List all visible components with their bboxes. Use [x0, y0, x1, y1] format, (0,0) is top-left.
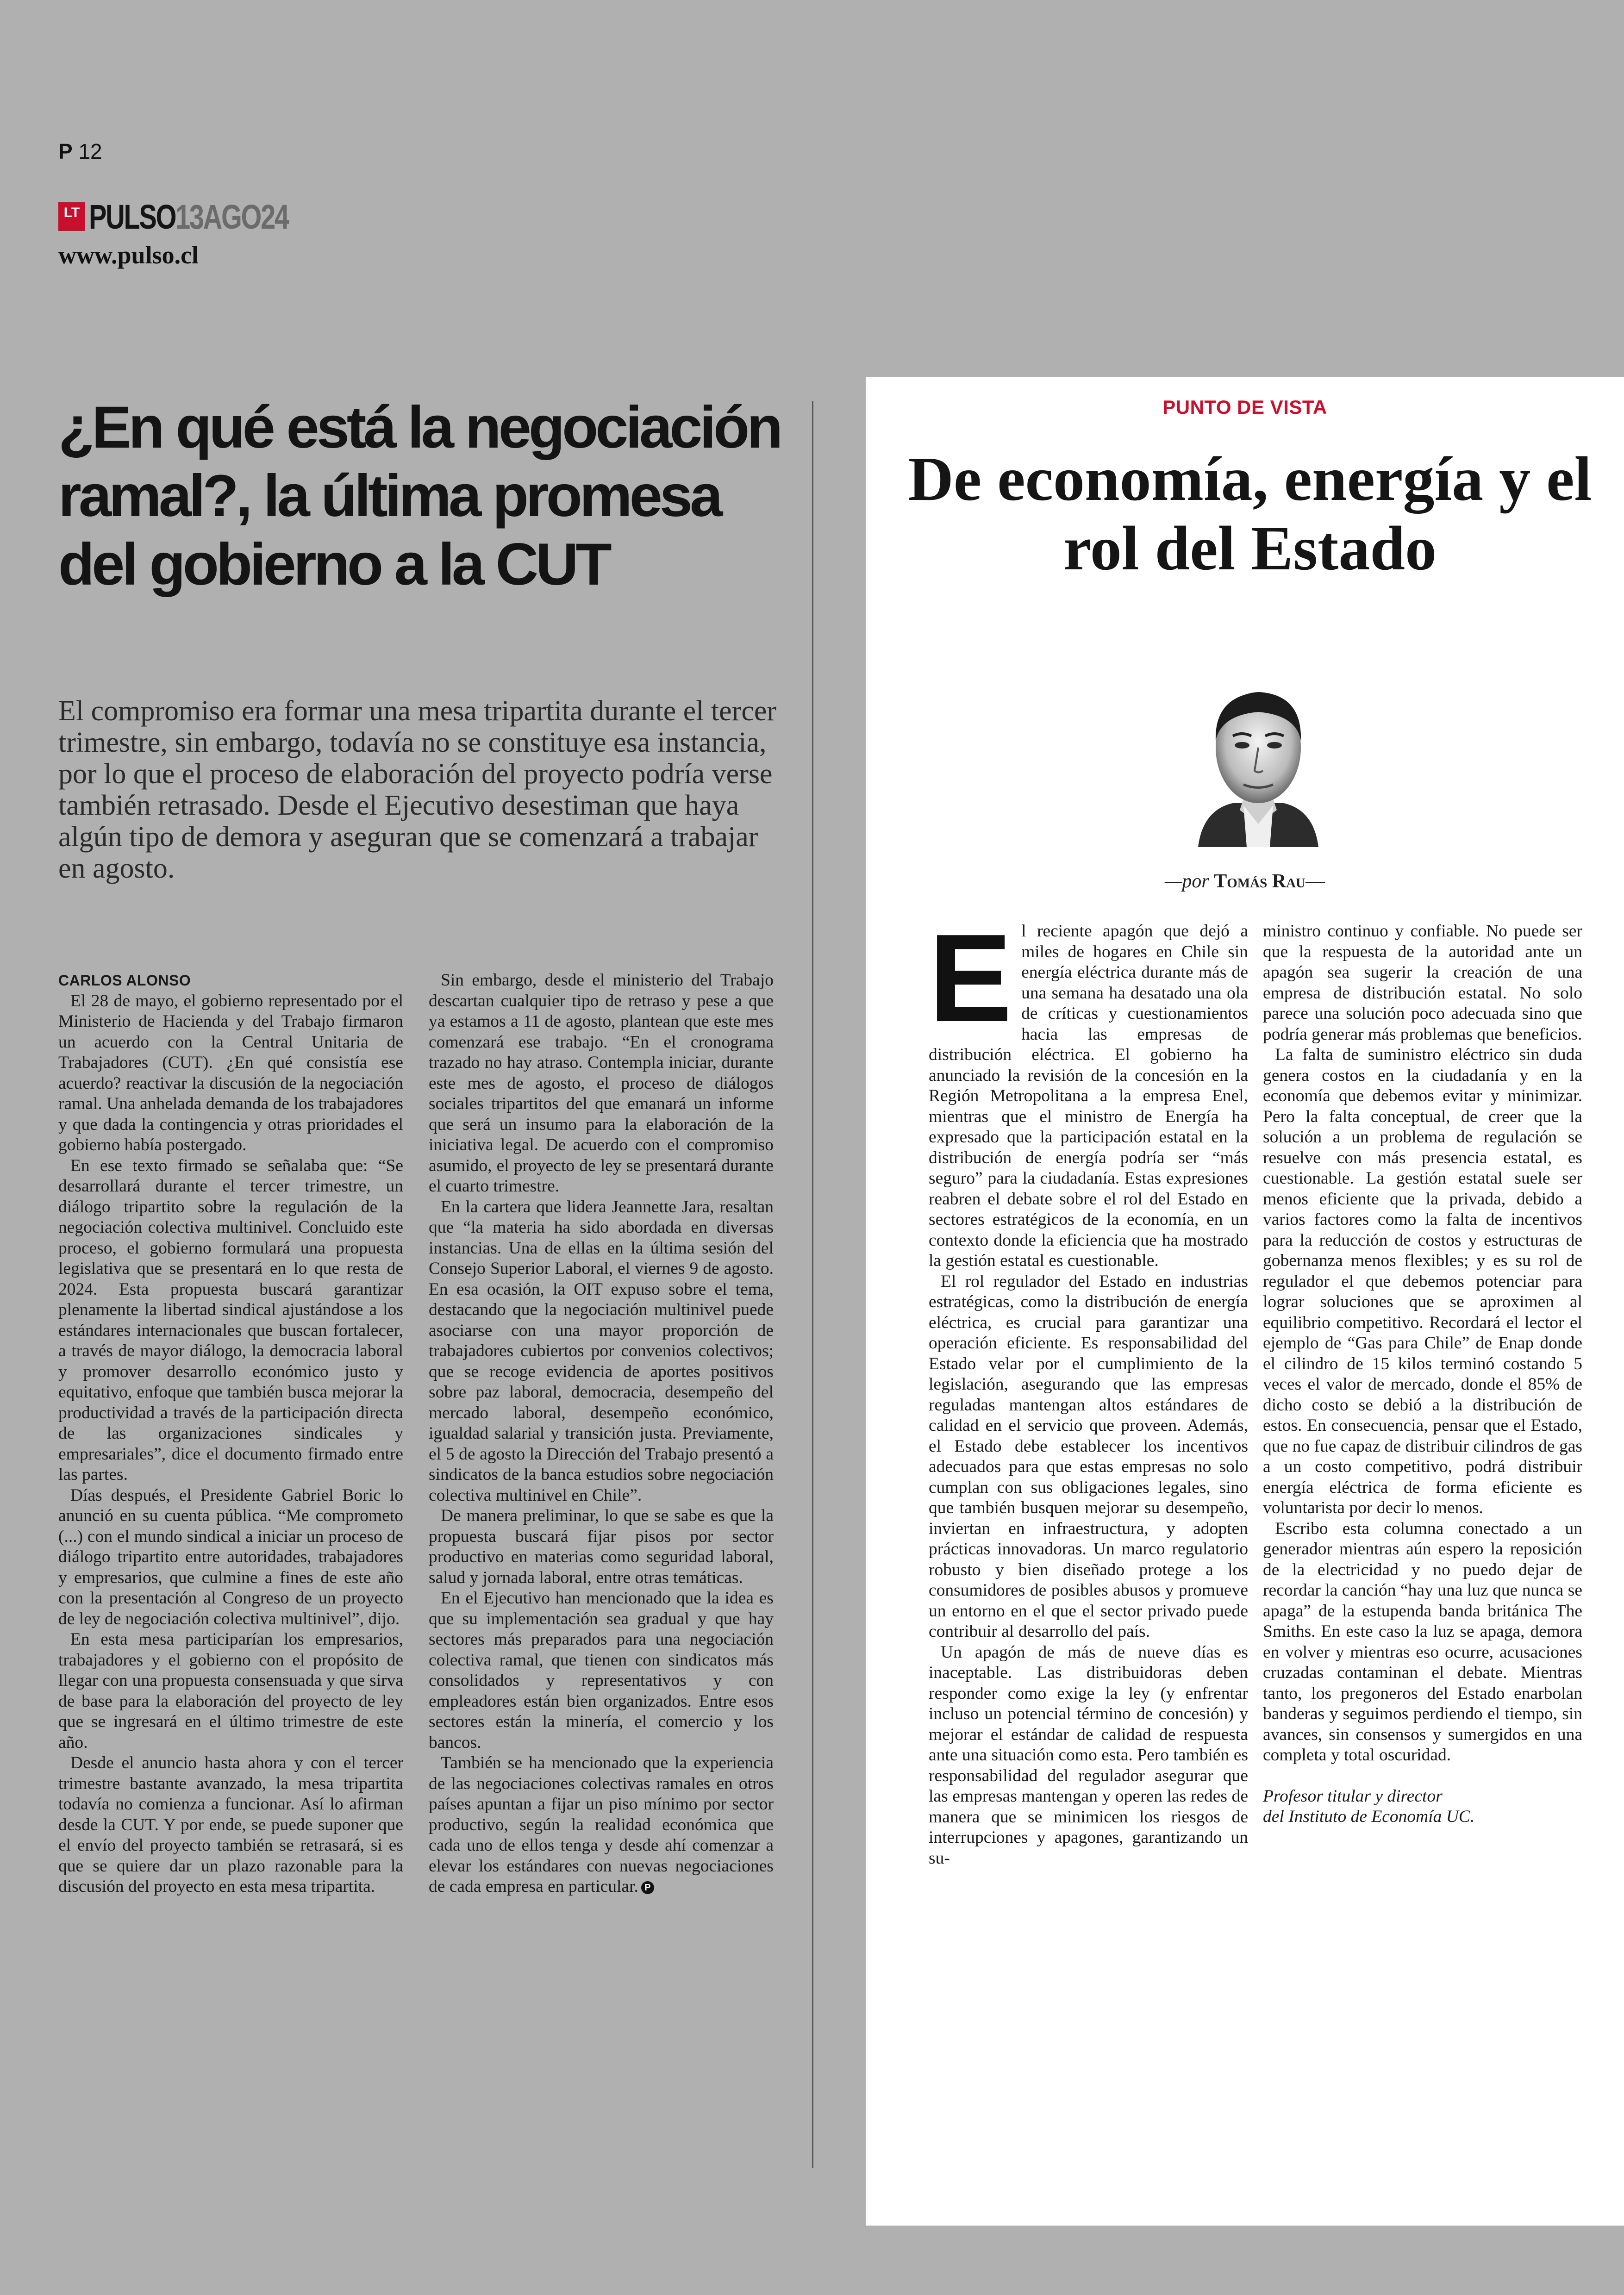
page-number-value: 12 — [78, 139, 102, 163]
author-signature — [1263, 1786, 1582, 1827]
column-divider — [812, 401, 813, 2168]
author-portrait-illustration — [1189, 671, 1328, 847]
opinion-byline — [866, 870, 1624, 892]
byline-name: Tomás Rau — [1214, 871, 1305, 892]
brand-wordmark — [89, 197, 288, 237]
article-author: CARLOS ALONSO — [58, 972, 191, 989]
opinion-title: De economía, energía y el rol del Estado — [908, 444, 1592, 583]
paragraph — [929, 909, 1248, 1272]
paragraph: En esta mesa participarían los empresarios, trabajadores y el gobierno con el propósito de llegar con una propuesta consensuada y que sirva de base para la elaboración del proyecto de ley que se ingresará en el último trimestre de este año. — [58, 1630, 403, 1752]
paragraph: Escribo esta columna conectado a un generador mientras aún espero la reposición de la electricidad y no puedo dejar de recordar la canción “hay una luz que nunca se apaga” de la estupenda banda británica The Smiths. En este caso la luz se apaga, demora en volver y mientras eso ocurre, acusaciones cruzadas contaminan el debate. Mientras tanto, los pregoneros del Estado enarbolan banderas y seguimos perdiendo el tiempo, sin avances, sin consensos y sumergidos en una completa y total oscuridad. — [1263, 1519, 1582, 1765]
paragraph-text: l reciente apagón que dejó a miles de hogares en Chile sin energía eléctrica durante más de una semana ha desatado una ola de críticas y cuestionamientos hacia las empresas de distribución eléctrica. El gobierno ha anunciado la revisión de la concesión en la Región Metropolitana a la empresa Enel, mientras que el ministro de Energía ha expresado que la participación estatal en la distribución de energía podría ser “más seguro” para la ciudadanía. Estas expresiones reabren el debate sobre el rol del Estado en sectores estratégicos de la economía, en un contexto donde la eficiencia que ha mostrado la gestión estatal es cuestionable. — [929, 922, 1248, 1270]
dropcap: E — [929, 909, 1012, 1048]
byline-suffix: — — [1305, 871, 1325, 892]
paragraph: Días después, el Presidente Gabriel Boric lo anunció en su cuenta pública. “Me comprometo (...) con el mundo sindical a iniciar un proceso de diálogo tripartito entre autoridades, trabajadores y empresarios, que culmine a fines de este año con la presentación al Congreso de un proyecto de ley de negociación colectiva multinivel”, dijo. — [58, 1485, 403, 1628]
lt-logo-icon: LT — [58, 202, 85, 231]
site-url: www.pulso.cl — [58, 241, 199, 269]
article-deck: El compromiso era formar una mesa tripartita durante el tercer trimestre, sin embargo, todavía no se constituye esa instancia, por lo que el proceso de elaboración del proyecto podría verse también retrasado. Desde el Ejecutivo desestiman que haya algún tipo de demora y aseguran que se comenzará a trabajar en agosto. — [58, 695, 777, 884]
page-prefix: P — [58, 139, 73, 163]
paragraph: En el Ejecutivo han mencionado que la idea es que su implementación sea gradual y que hay sectores más preparados para una negociación colectiva ramal, que tienen con sindicatos más consolidados y representativos y con empleadores están bien organizados. Entre esos sectores están la minería, el comercio y los bancos. — [429, 1589, 774, 1752]
masthead — [58, 197, 344, 236]
opinion-column-1 — [929, 909, 1248, 1869]
article-column-1 — [58, 970, 403, 1897]
paragraph: Sin embargo, desde el ministerio del Trabajo descartan cualquier tipo de retraso y pese a que ya estamos a 11 de agosto, plantean que este mes comenzará ese trabajo. “En el cronograma trazado no hay atraso. Contempla iniciar, durante este mes de agosto, el proceso de diálogos sociales tripartitos del que emanará un informe que será un insumo para la elaboración de la iniciativa legal. De acuerdo con el compromiso asumido, el proyecto de ley se presentará durante el cuarto trimestre. — [429, 971, 774, 1196]
paragraph: De manera preliminar, lo que se sabe es que la propuesta buscará fijar pisos por sector productivo en materias como seguridad laboral, salud y jornada laboral, entre otras temáticas. — [429, 1506, 774, 1587]
brand-name: PULSO — [89, 197, 176, 236]
brand-date: 13AGO24 — [175, 197, 288, 236]
paragraph: La falta de suministro eléctrico sin duda genera costos en la ciudadanía y en la economía que debemos evitar y minimizar. Pero la falta conceptual, de creer que la solución a un problema de regulación se resuelve con más presencia estatal, es cuestionable. La gestión estatal suele ser menos eficiente que la privada, debido a varios factores como la falta de incentivos para la reducción de costos y estructuras de gobernanza menos flexibles; y es su rol de regulador el que debemos potenciar para lograr soluciones que se aproximen al equilibrio competitivo. Recordará el lector el ejemplo de “Gas para Chile” de Enap donde el cilindro de 15 kilos terminó costando 5 veces el valor de mercado, donde el 85% de dicho costo se debió a la distribución de estos. En consecuencia, pensar que el Estado, que no fue capaz de distribuir cilindros de gas a un costo competitivo, podrá distribuir energía eléctrica de forma eficiente es voluntarista por decir lo menos. — [1263, 1045, 1582, 1517]
opinion-kicker: PUNTO DE VISTA — [1162, 396, 1327, 418]
paragraph: El 28 de mayo, el gobierno representado por el Ministerio de Hacienda y del Trabajo firmaron un acuerdo con la Central Unitaria de Trabajadores (CUT). ¿En qué consistía ese acuerdo? reactivar la discusión de la negociación ramal. Una anhelada demanda de los trabajadores y que dada la contingencia y otras prioridades el gobierno había postergado. — [58, 991, 403, 1154]
signature-line-1: Profesor titular y director — [1263, 1786, 1443, 1806]
pulso-end-mark-icon: P — [641, 1881, 654, 1894]
paragraph: Un apagón de más de nueve días es inaceptable. Las distribuidoras deben responder como exige la ley (y enfrentar incluso un potencial término de concesión) y mejorar el estándar de calidad de respuesta ante una situación como esta. Pero también es responsabilidad del regulador asegurar que las empresas mantengan y operen las redes de manera que se minimicen los riesgos de interrupciones y apagones, garantizando un su- — [929, 1642, 1248, 1868]
paragraph: Desde el anuncio hasta ahora y con el tercer trimestre bastante avanzado, la mesa tripartita todavía no comienza a funcionar. Así lo afirman desde la CUT. Y por ende, se puede suponer que el envío del proyecto también se retrasará, si es que se quiere dar un plazo razonable para la discusión del proyecto en esta mesa tripartita. — [58, 1753, 403, 1896]
signature-line-2: del Instituto de Economía UC. — [1263, 1807, 1475, 1826]
byline-prefix: —por — [1165, 871, 1214, 892]
article-headline: ¿En qué está la negociación ramal?, la última promesa del gobierno a la CUT — [58, 394, 781, 598]
opinion-column-2 — [1263, 921, 1582, 1827]
article-column-2 — [429, 970, 774, 1897]
page-number — [58, 139, 102, 164]
paragraph: El rol regulador del Estado en industrias estratégicas, como la distribución de energía eléctrica, es crucial para garantizar una operación eficiente. Es responsabilidad del Estado velar por el cumplimiento de la legislación, asegurando que las empresas reguladas mantengan altos estándares de calidad en el servicio que proveen. Además, el Estado debe establecer los incentivos adecuados para que estas empresas no solo cumplan con sus obligaciones legales, sino que también busquen mejorar su desempeño, inviertan en infraestructura, y adopten prácticas innovadoras. Un marco regulatorio robusto y bien diseñado protege a los consumidores de posibles abusos y promueve un entorno en el que el sector privado puede contribuir al desarrollo del país. — [929, 1272, 1248, 1641]
paragraph: En la cartera que lidera Jeannette Jara, resaltan que “la materia ha sido abordada en diversas instancias. Una de ellas en la última sesión del Consejo Superior Laboral, el viernes 9 de agosto. En esa ocasión, la OIT expuso sobre el tema, destacando que la negociación multinivel puede asociarse con una mayor proporción de trabajadores cubiertos por convenios colectivos; que se recoge evidencia de aportes positivos sobre paz laboral, democracia, desempeño del mercado laboral, desempeño económico, igualdad salarial y transición justa. Previamente, el 5 de agosto la Dirección del Trabajo presentó a sindicatos de la banca estudios sobre negociación colectiva multinivel en Chile”. — [429, 1197, 774, 1505]
paragraph: ministro continuo y confiable. No puede ser que la respuesta de la autoridad ante un apagón sea sugerir la creación de una empresa de distribución estatal. No solo parece una solución poco adecuada sino que podría generar más problemas que beneficios. — [1263, 922, 1582, 1044]
paragraph-text: También se ha mencionado que la experiencia de las negociaciones colectivas ramales en otros países apuntan a fijar un piso mínimo por sector productivo, según la realidad económica que cada uno de ellos tenga y desde ahí comenzar a elevar los estándares con nuevas negociaciones de cada empresa en particular. — [429, 1753, 774, 1896]
paragraph — [429, 1753, 774, 1897]
paragraph: En ese texto firmado se señalaba que: “Se desarrollará durante el tercer trimestre, un diálogo tripartito sobre la regulación de la negociación colectiva multinivel. Concluido este proceso, el gobierno formulará una propuesta legislativa que se presentará en lo que resta de 2024. Esta propuesta buscará garantizar plenamente la libertad sindical ajustándose a los estándares internacionales que buscan fortalecer, a través de mayor diálogo, la democracia laboral y promover desarrollo económico justo y equitativo, enfoque que también busca mejorar la productividad a través de la participación directa de las organizaciones sindicales y empresariales”, dice el documento firmado entre las partes. — [58, 1156, 403, 1484]
